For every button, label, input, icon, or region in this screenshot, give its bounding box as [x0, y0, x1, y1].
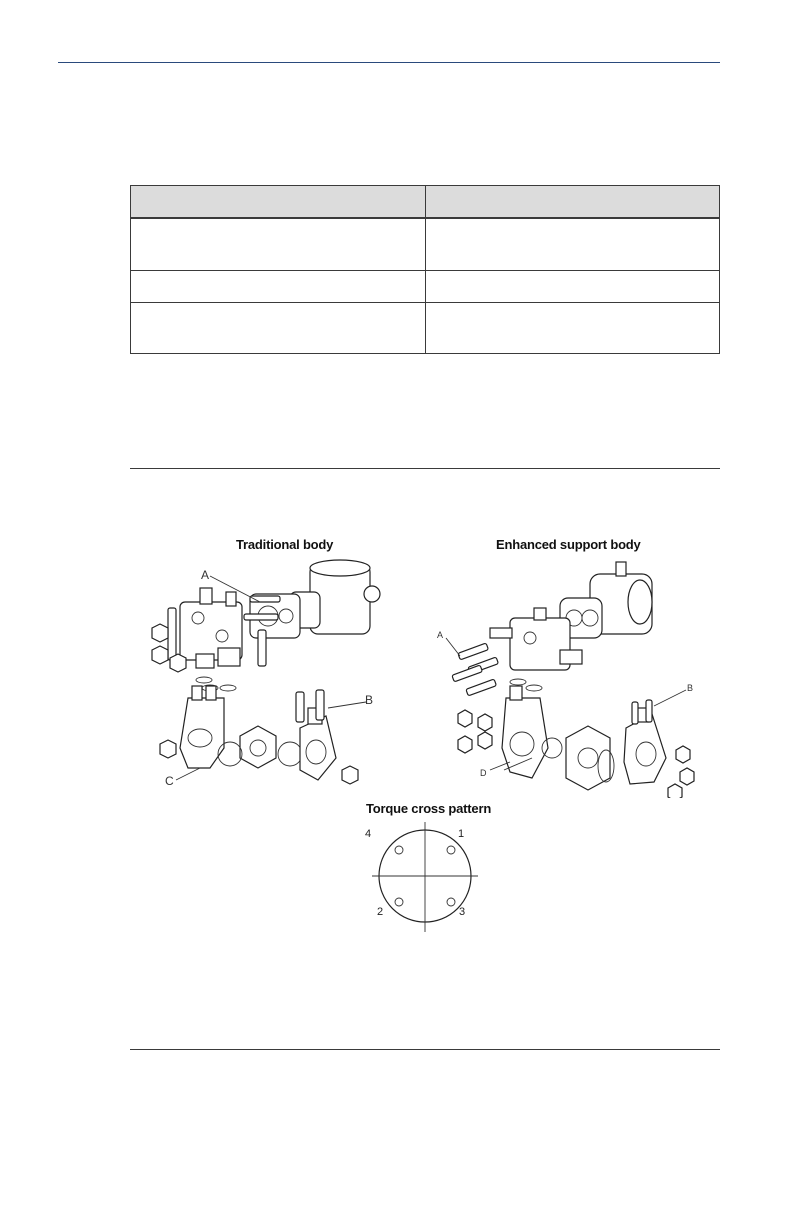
- table-header-row: [131, 186, 720, 219]
- figure-top-rule: [130, 468, 720, 469]
- callout-b-traditional: B: [365, 693, 374, 707]
- flange-adapter-left: [180, 686, 224, 768]
- transmitter-housing: [290, 560, 380, 634]
- enhanced-support-body-title: Enhanced support body: [496, 537, 641, 552]
- diaphragm: [542, 726, 614, 790]
- figure-bottom-rule: [130, 1049, 720, 1050]
- callout-b-enhanced: B: [687, 683, 694, 693]
- manifold: [180, 588, 242, 668]
- traditional-body-title: Traditional body: [236, 537, 334, 552]
- torque-number-3: 3: [459, 906, 466, 918]
- callout-a-enhanced: A: [437, 630, 444, 640]
- flange-adapter-right: [624, 708, 666, 784]
- table-cell: [131, 271, 426, 303]
- table-cell: [426, 303, 720, 354]
- traditional-body-illustration: [140, 558, 390, 798]
- table-cell: [131, 303, 426, 354]
- table-cell: [131, 218, 426, 271]
- callout-c-traditional: C: [165, 774, 174, 788]
- torque-cross-pattern-title: Torque cross pattern: [366, 801, 492, 816]
- table-cell: [426, 218, 720, 271]
- diaphragm: [218, 726, 302, 768]
- torque-number-1: 1: [458, 828, 465, 840]
- table-row: [131, 303, 720, 354]
- table-cell: [426, 271, 720, 303]
- flange-bolts: [452, 643, 499, 696]
- table-row: [131, 218, 720, 271]
- table-row: [131, 271, 720, 303]
- callout-d-enhanced: D: [480, 768, 487, 778]
- table-header-cell: [131, 186, 426, 219]
- flange-adapter-left: [502, 686, 548, 778]
- callout-a-traditional: A: [201, 568, 210, 582]
- torque-number-2: 2: [377, 906, 384, 918]
- spec-table: [130, 185, 720, 354]
- transmitter-housing: [560, 562, 652, 638]
- header-rule: [58, 62, 720, 63]
- torque-number-4: 4: [365, 828, 372, 840]
- enhanced-support-body-illustration: [440, 558, 700, 798]
- table-header-cell: [426, 186, 720, 219]
